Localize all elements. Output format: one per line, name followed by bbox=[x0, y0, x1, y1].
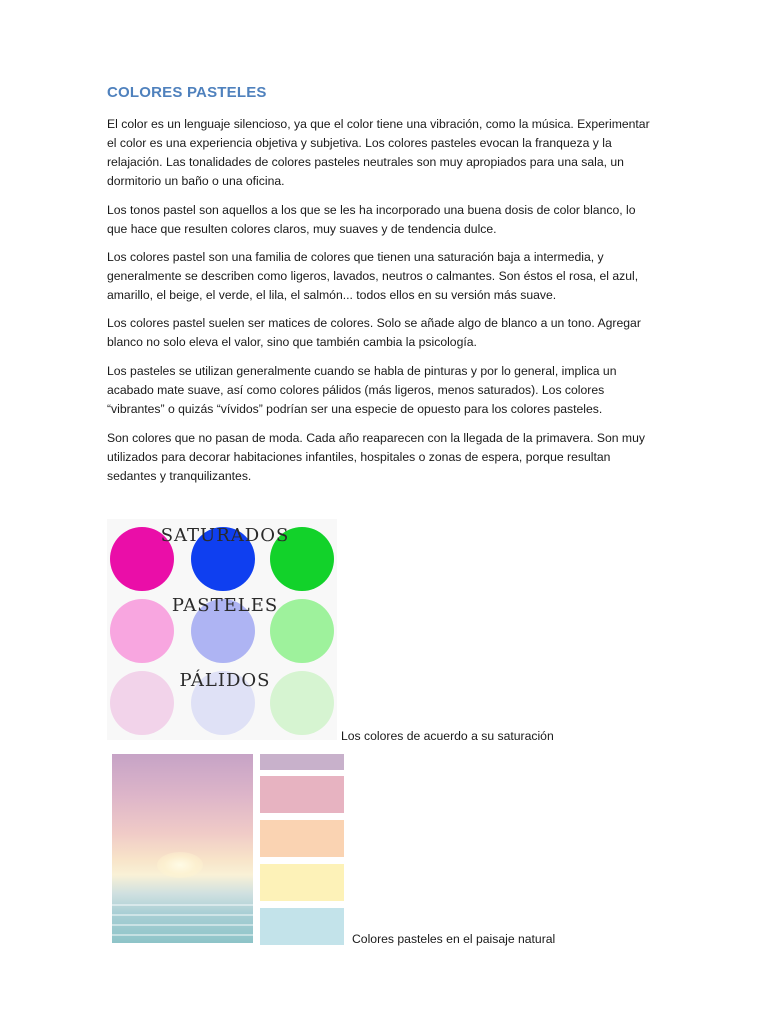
swatch-yellow bbox=[260, 864, 344, 901]
circle-pastel-3 bbox=[270, 599, 334, 663]
pastel-landscape-photo bbox=[112, 754, 253, 943]
caption-saturation: Los colores de acuerdo a su saturación bbox=[341, 729, 554, 743]
label-pasteles: PASTELES bbox=[171, 595, 279, 616]
circle-pastel-1 bbox=[110, 599, 174, 663]
paragraph-6: Son colores que no pasan de moda. Cada año reaparecen con la llegada de la primavera. Son muy utilizados para decorar habitaciones infantiles, hospitales o zonas de espera, porque resultan sedantes y tranquilizantes. bbox=[107, 431, 645, 483]
swatch-peach bbox=[260, 820, 344, 857]
wave-line bbox=[112, 924, 253, 926]
swatch-pink bbox=[260, 776, 344, 813]
circle-palido-3 bbox=[270, 671, 334, 735]
swatch-lilac bbox=[260, 754, 344, 770]
paragraph-4: Los colores pastel suelen ser matices de colores. Solo se añade algo de blanco a un tono. Agregar blanco no solo eleva el valor, sino que también cambia la psicología. bbox=[107, 316, 641, 349]
caption-landscape: Colores pasteles en el paisaje natural bbox=[352, 932, 556, 946]
landscape-figure bbox=[112, 754, 344, 945]
wave-line bbox=[112, 904, 253, 906]
label-palidos: PÁLIDOS bbox=[179, 670, 271, 691]
paragraph-1: El color es un lenguaje silencioso, ya que el color tiene una vibración, como la música. Experimentar el color es una experiencia objetiva y subjetiva. Los colores pasteles evocan la franqueza y la relajación. Las tonalidades de colores pasteles neutrales son muy apropiados para una sala, un dormitorio un baño o una oficina. bbox=[107, 117, 650, 188]
paragraph-3: Los colores pastel son una familia de colores que tienen una saturación baja a intermedia, y generalmente se describen como ligeros, lavados, neutros o calmantes. Son éstos el rosa, el azul, amarillo, el beige, el verde, el lila, el salmón... todos ellos en su versión más suave. bbox=[107, 250, 639, 302]
label-saturados: SATURADOS bbox=[160, 525, 290, 546]
sun-glow bbox=[157, 852, 203, 878]
saturation-figure bbox=[107, 519, 337, 740]
saturation-chart bbox=[107, 519, 337, 740]
swatch-blue bbox=[260, 908, 344, 945]
paragraph-2: Los tonos pastel son aquellos a los que se les ha incorporado una buena dosis de color blanco, lo que hace que resulten colores claros, muy suaves y de tendencia dulce. bbox=[107, 203, 636, 236]
wave-line bbox=[112, 934, 253, 936]
circle-palido-1 bbox=[110, 671, 174, 735]
paragraph-5: Los pasteles se utilizan generalmente cuando se habla de pinturas y por lo general, implica un acabado mate suave, así como colores pálidos (más ligeros, menos saturados). Los colores “vibrantes” o quizás “vívidos” podrían ser una especie de opuesto para los colores pasteles. bbox=[107, 364, 617, 416]
document-title: COLORES PASTELES bbox=[107, 84, 267, 101]
wave-line bbox=[112, 914, 253, 916]
